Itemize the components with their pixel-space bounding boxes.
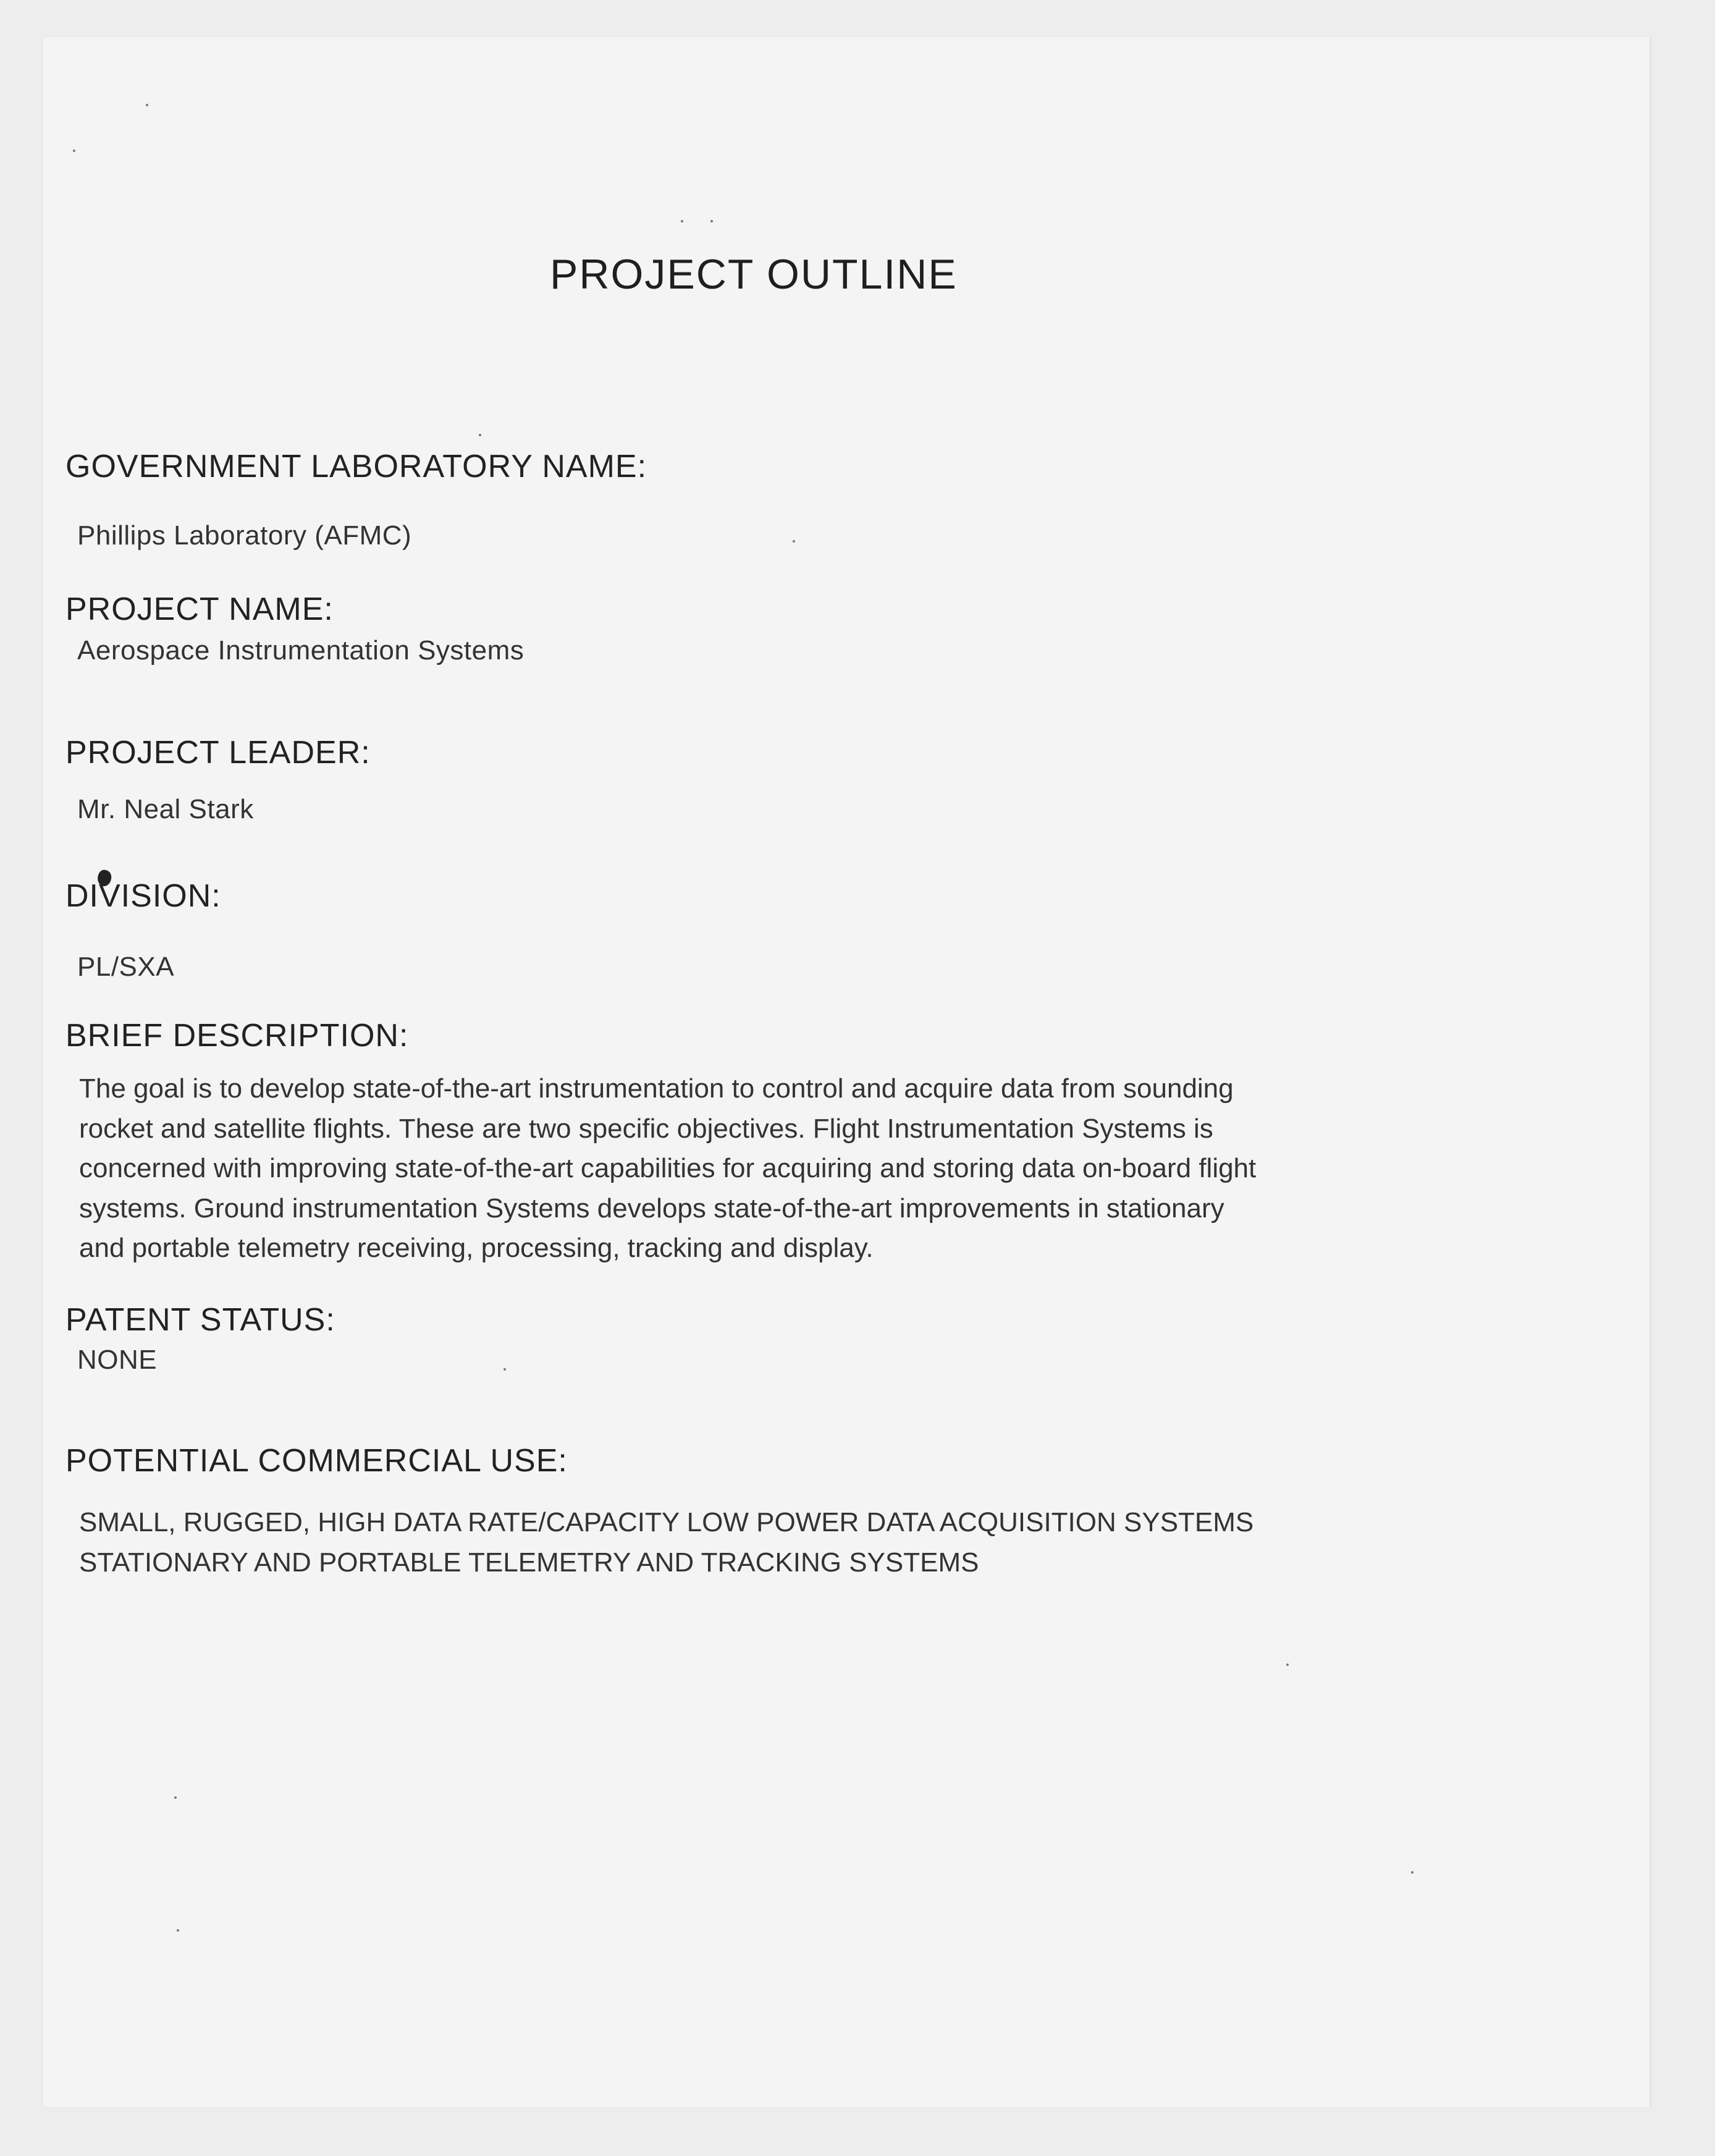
scan-speck <box>479 434 481 436</box>
description-line: rocket and satellite flights. These are two specific objectives. Flight Instrumentation Systems is <box>79 1113 1213 1144</box>
description-line: and portable telemetry receiving, processing, tracking and display. <box>79 1233 874 1263</box>
page-title: PROJECT OUTLINE <box>550 251 958 298</box>
project-leader-heading: PROJECT LEADER: <box>65 735 371 771</box>
lab-heading: GOVERNMENT LABORATORY NAME: <box>65 449 647 484</box>
description-line: systems. Ground instrumentation Systems develops state-of-the-art improvements in stationary <box>79 1193 1224 1224</box>
scan-speck <box>177 1929 179 1932</box>
project-leader-value: Mr. Neal Stark <box>77 794 254 824</box>
scan-speck <box>504 1368 506 1371</box>
lab-value: Phillips Laboratory (AFMC) <box>77 520 412 551</box>
scan-speck <box>1286 1664 1289 1666</box>
project-name-heading: PROJECT NAME: <box>65 591 334 627</box>
scan-speck <box>681 220 683 222</box>
commercial-use-list <box>79 1503 1500 1583</box>
scan-speck <box>1411 1871 1414 1874</box>
project-name-value: Aerospace Instrumentation Systems <box>77 635 525 666</box>
patent-status-heading: PATENT STATUS: <box>65 1302 335 1338</box>
description-paragraph <box>79 1069 1500 1269</box>
commercial-use-heading: POTENTIAL COMMERCIAL USE: <box>65 1443 568 1479</box>
scan-speck <box>793 540 795 543</box>
division-value: PL/SXA <box>77 952 175 982</box>
scan-speck <box>146 104 148 106</box>
description-line: concerned with improving state-of-the-art capabilities for acquiring and storing data on-board flight <box>79 1153 1257 1183</box>
scan-speck <box>710 220 713 222</box>
scan-speck <box>73 150 75 152</box>
scan-speck <box>174 1796 177 1799</box>
description-heading: BRIEF DESCRIPTION: <box>65 1018 409 1054</box>
division-heading: DIVISION: <box>65 878 221 914</box>
description-line: The goal is to develop state-of-the-art instrumentation to control and acquire data from sounding <box>79 1073 1234 1104</box>
commercial-use-line: SMALL, RUGGED, HIGH DATA RATE/CAPACITY LOW POWER DATA ACQUISITION SYSTEMS <box>79 1507 1254 1537</box>
patent-status-value: NONE <box>77 1345 158 1375</box>
commercial-use-line: STATIONARY AND PORTABLE TELEMETRY AND TRACKING SYSTEMS <box>79 1547 979 1578</box>
